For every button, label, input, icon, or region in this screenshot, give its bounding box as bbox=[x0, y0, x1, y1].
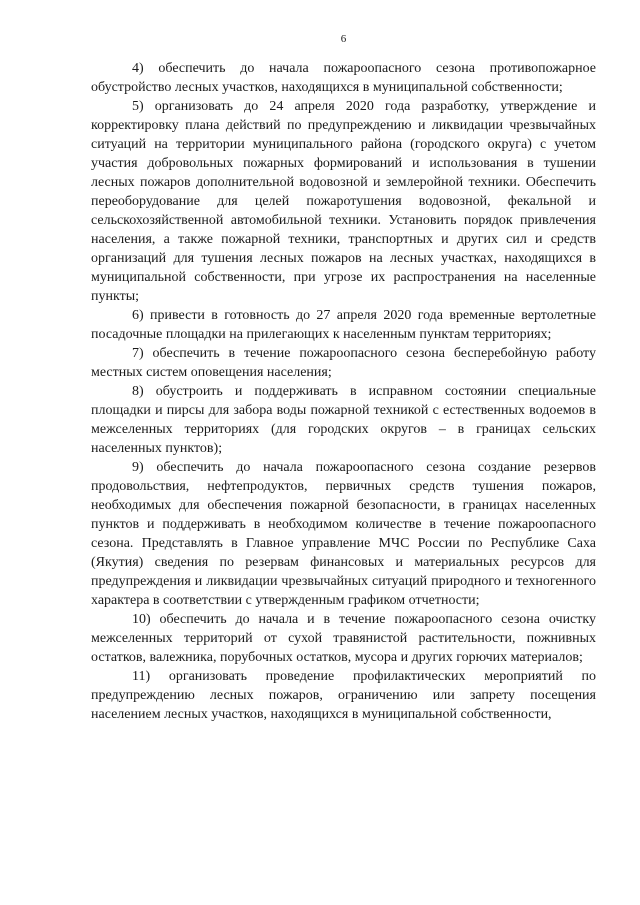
paragraph-item-7: 7) обеспечить в течение пожароопасного сезона бесперебойную работу местных систем оповещения населения; bbox=[91, 346, 596, 380]
paragraph-item-6: 6) привести в готовность до 27 апреля 2020 года временные вертолетные посадочные площадки на прилегающих к населенным пунктам территориях; bbox=[91, 308, 596, 342]
paragraph-item-9: 9) обеспечить до начала пожароопасного сезона создание резервов продовольствия, нефтепродуктов, первичных средств тушения пожаров, необходимых для обеспечения пожарной безопасности, в границах населенных пунктов и поддерживать в необходимом количестве в течение пожароопасного сезона. Представлять в Главное управление МЧС России по Республике Саха (Якутия) сведения по резервам финансовых и материальных ресурсов для предупреждения и ликвидации чрезвычайных ситуаций природного и техногенного характера в соответствии с утвержденным графиком отчетности; bbox=[91, 460, 596, 608]
paragraph-item-8: 8) обустроить и поддерживать в исправном состоянии специальные площадки и пирсы для забора воды пожарной техникой с естественных водоемов в межселенных территориях (для городских округов – в границах сельских населенных пунктов); bbox=[91, 384, 596, 456]
page-number: 6 bbox=[340, 33, 347, 45]
paragraph-item-4: 4) обеспечить до начала пожароопасного сезона противопожарное обустройство лесных участков, находящихся в муниципальной собственности; bbox=[91, 61, 596, 95]
document-body bbox=[91, 59, 596, 724]
paragraph-item-11: 11) организовать проведение профилактических мероприятий по предупреждению лесных пожаров, ограничению или запрету посещения населением лесных участков, находящихся в муниципальной собственности, bbox=[91, 669, 596, 722]
paragraph-item-5: 5) организовать до 24 апреля 2020 года разработку, утверждение и корректировку плана действий по предупреждению и ликвидации чрезвычайных ситуаций на территории муниципального района (городского округа) с учетом участия добровольных пожарных формирований и использования в тушении лесных пожаров дополнительной водовозной и землеройной техники. Обеспечить переоборудование для целей пожаротушения водовозной, фекальной и сельскохозяйственной автомобильной техники. Установить порядок привлечения населения, а также пожарной техники, транспортных и других сил и средств организаций для тушения лесных пожаров на лесных участках, находящихся в муниципальной собственности, при угрозе их распространения на населенные пункты; bbox=[91, 99, 596, 304]
paragraph-item-10: 10) обеспечить до начала и в течение пожароопасного сезона очистку межселенных территорий от сухой травянистой растительности, пожнивных остатков, валежника, порубочных остатков, мусора и других горючих материалов; bbox=[91, 612, 596, 665]
